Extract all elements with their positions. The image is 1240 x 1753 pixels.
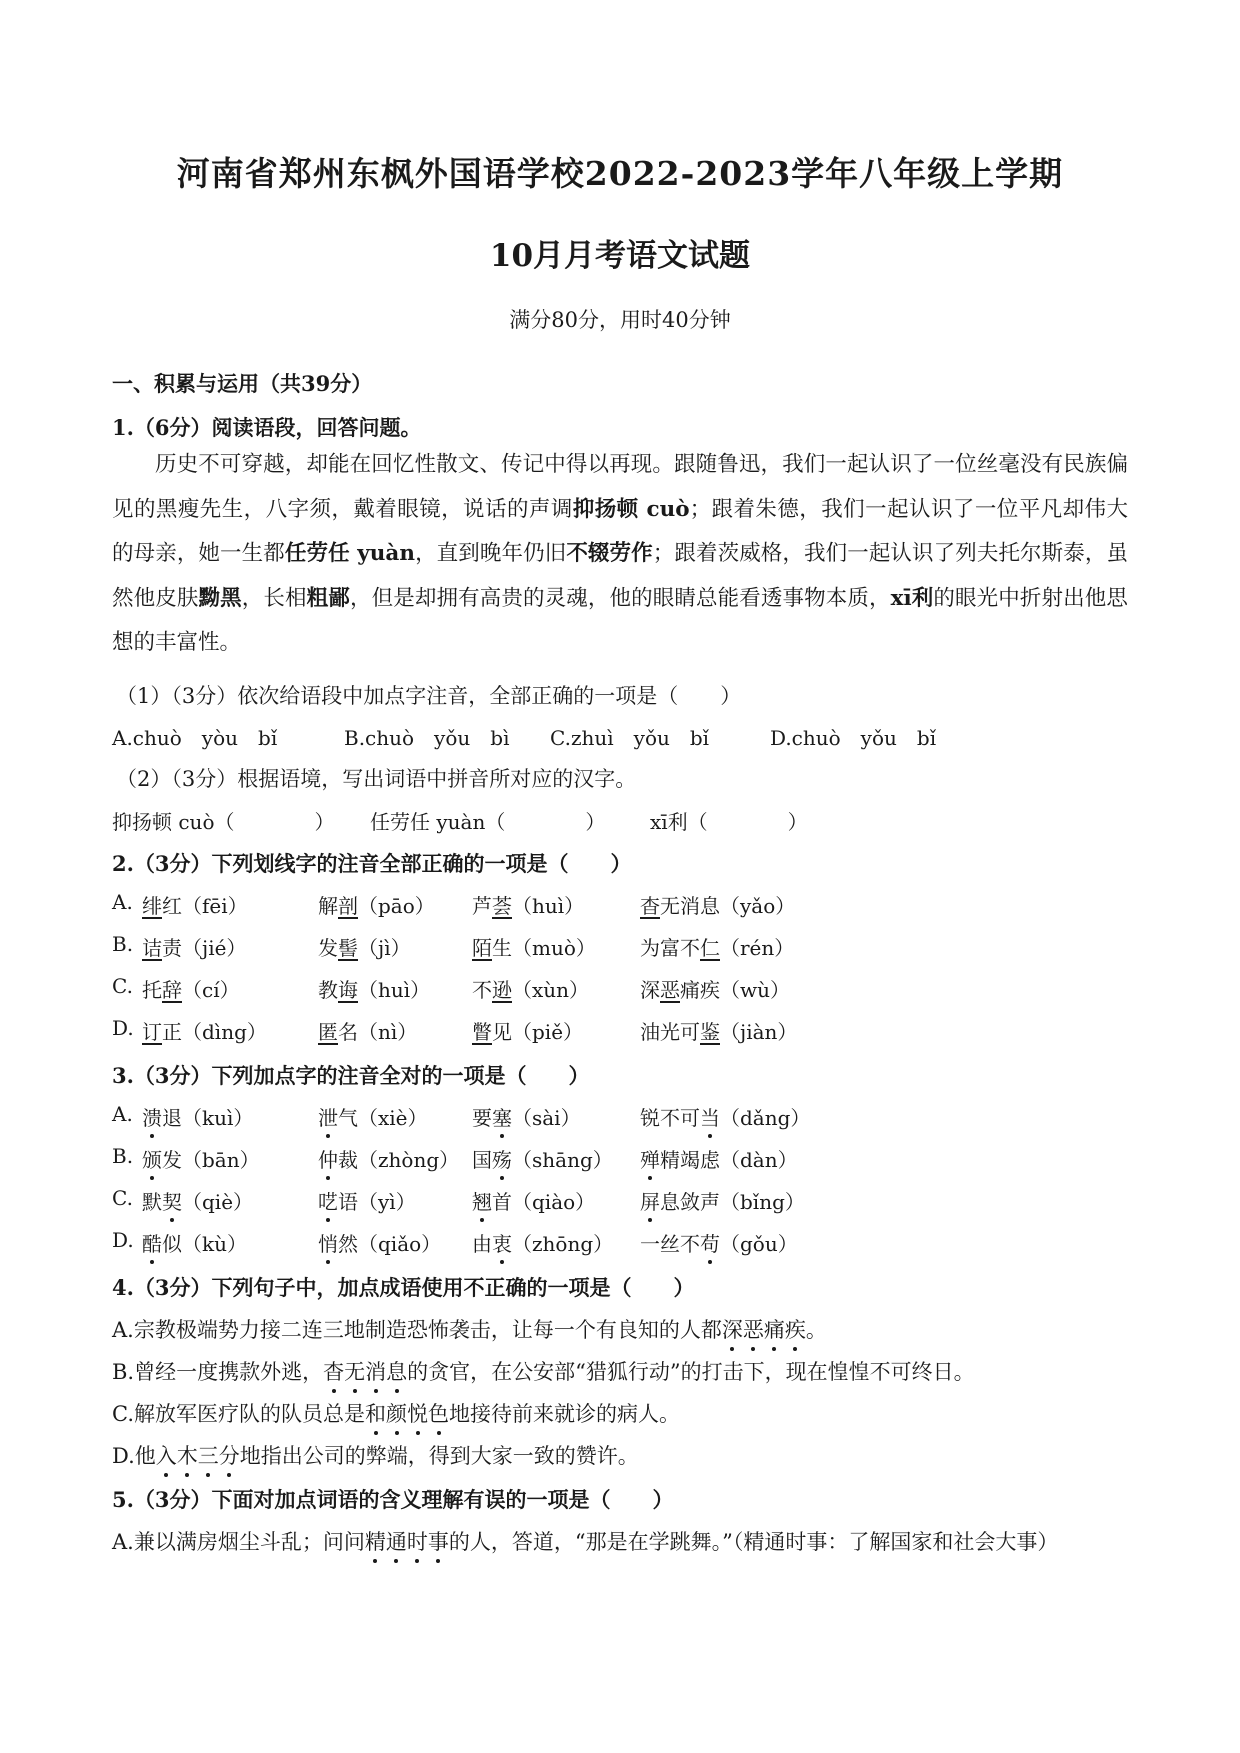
dotted-char: 三 [198,1440,219,1470]
option-item [472,890,584,919]
item-reading: 气（xiè） [338,1106,428,1130]
option-item [142,1144,260,1173]
item-reading: （huì） [512,894,585,918]
option-text: 地接待前来就诊的病人。 [449,1402,680,1426]
blank-xi: xī利（ ） [650,810,808,834]
option-item [318,1102,428,1131]
item-reading: 无消息（yǎo） [660,894,796,918]
dotted-char: 颜 [386,1398,407,1428]
option-item [472,1016,583,1045]
passage-bold-term: 抑扬顿 cuò [572,496,690,522]
dotted-char: 无 [344,1356,365,1386]
underlined-char: 订 [142,1020,162,1044]
dotted-char: 仲 [318,1144,338,1173]
q4-option [112,1314,827,1344]
item-text: 芦 [472,894,492,918]
passage-bold-term: 黝黑 [198,585,242,611]
item-text: 默 [142,1190,162,1214]
option-item [640,1228,798,1257]
option-text: 。 [805,1318,827,1342]
item-reading: 语（yì） [338,1190,416,1214]
option-item [318,932,411,961]
item-reading: （pāo） [358,894,435,918]
dotted-char: 消 [365,1356,386,1386]
dotted-char: 呓 [318,1186,338,1215]
item-text: 解 [318,894,338,918]
q5-heading: 5.（3分）下面对加点词语的含义理解有误的一项是（ ） [112,1487,674,1512]
item-reading: （jiàn） [720,1020,798,1044]
option-item [472,1102,581,1131]
option-label: B. [112,932,134,956]
q4-heading: 4.（3分）下列句子中，加点成语使用不正确的一项是（ ） [112,1275,695,1300]
item-reading: （jì） [358,936,411,960]
section-heading: 一、积累与运用（共39分） [112,371,373,396]
option-item [640,1016,797,1045]
dotted-char: 当 [700,1102,720,1131]
item-text: 一丝不 [640,1232,700,1256]
option-d: D.chuò yǒu bǐ [770,726,937,750]
option-item [472,1186,595,1215]
dotted-char: 悄 [318,1228,338,1257]
option-item [318,890,435,919]
option-item [640,1144,798,1173]
option-text: A.兼以满房烟尘斗乱；问问 [112,1530,365,1554]
passage-bold-term: xī利 [890,585,934,611]
passage-text: ，长相 [241,585,307,611]
q1-sub2: （2）（3分）根据语境，写出词语中拼音所对应的汉字。 [116,767,637,791]
item-text: 由 [472,1232,492,1256]
dotted-char: 事 [428,1526,449,1556]
dotted-char: 息 [386,1356,407,1386]
item-reading: 首（qiào） [492,1190,596,1214]
option-label: A. [112,890,133,914]
option-item [142,1016,267,1045]
item-reading: 似（kù） [162,1232,247,1256]
dotted-char: 泄 [318,1102,338,1131]
option-item [318,1186,416,1215]
underlined-char: 恶 [660,978,680,1002]
dotted-char: 入 [156,1440,177,1470]
item-reading: 名（nì） [338,1020,418,1044]
option-item [640,1186,805,1215]
item-text: 为富不 [640,936,700,960]
option-label: D. [112,1016,134,1040]
item-reading: （gǒu） [720,1232,798,1256]
item-reading: （rén） [720,936,795,960]
q3-heading: 3.（3分）下列加点字的注音全对的一项是（ ） [112,1063,590,1088]
option-a: A.chuò yòu bǐ [112,726,278,750]
dotted-char: 契 [162,1186,182,1215]
item-reading: （huì） [358,978,431,1002]
item-text: 国 [472,1148,492,1172]
dotted-char: 塞 [492,1102,512,1131]
q4-option [112,1398,680,1428]
item-reading: （cí） [182,978,240,1002]
item-reading: 发（bān） [162,1148,260,1172]
blank-yuan: 任劳任 yuàn（ ） [370,810,606,834]
option-c: C.zhuì yǒu bǐ [550,726,710,750]
dotted-char: 殇 [492,1144,512,1173]
passage-bold-term: 不辍劳作 [566,541,653,566]
option-item [640,890,795,919]
dotted-char: 木 [177,1440,198,1470]
dotted-char: 色 [428,1398,449,1428]
option-text: 的人，答道，“那是在学跳舞。”（精通时事：了解国家和社会大事） [448,1530,1059,1554]
passage-text: 的眼光中折射出他思想的丰富性。 [112,585,1128,655]
underlined-char: 逊 [492,978,512,1002]
option-item [318,1144,459,1173]
passage-text: ，但是却拥有高贵的灵魂，他的眼睛总能看透事物本质， [349,585,891,611]
underlined-char: 辞 [162,978,182,1002]
option-item [142,974,240,1003]
underlined-char: 髻 [338,936,358,960]
option-text: A.宗教极端势力接二连三地制造恐怖袭击，让每一个有良知的人都 [112,1318,722,1342]
underlined-char: 诘 [142,936,162,960]
dotted-char: 酷 [142,1228,162,1257]
item-reading: （xùn） [512,978,590,1002]
option-item [472,974,589,1003]
dotted-char: 和 [365,1398,386,1428]
dotted-char: 疾 [785,1314,806,1344]
exam-score-time: 满分80分，用时40分钟 [509,308,731,332]
option-item [142,1228,247,1257]
item-text: 发 [318,936,338,960]
option-item [640,974,790,1003]
passage-text: 历史不可穿越，却能在回忆性散文、传记中得以再现。跟随鲁迅，我们一起认识了一位丝毫没有民族偏见的黑瘦先生，八字须，戴着眼镜，说话的声调 [112,452,1128,522]
dotted-char: 精 [365,1526,386,1556]
item-reading: 退（kuì） [162,1106,254,1130]
dotted-term [323,1360,407,1384]
item-reading: （dǎng） [720,1106,811,1130]
underlined-char: 绯 [142,894,162,918]
passage-text: ；跟着朱德，我们一起认识了一位平凡却伟大的母亲，她一生都 [112,496,1128,566]
item-reading: 息敛声（bǐng） [660,1190,805,1214]
dotted-term [365,1402,449,1426]
option-item [142,890,248,919]
dotted-char: 屏 [640,1186,660,1215]
item-reading: 然（qiǎo） [338,1232,442,1256]
dotted-char: 时 [407,1526,428,1556]
passage-bold-term: 粗鄙 [306,585,350,611]
dotted-char: 颁 [142,1144,162,1173]
option-label: B. [112,1144,134,1168]
dotted-char: 通 [386,1526,407,1556]
q1-passage [112,443,1128,666]
passage-text: ；跟着茨威格，我们一起认识了列夫托尔斯泰，虽然他皮肤 [112,541,1128,611]
dotted-term [722,1318,806,1342]
underlined-char: 诲 [338,978,358,1002]
item-text: 托 [142,978,162,1002]
item-text: 锐不可 [640,1106,700,1130]
option-text: C.解放军医疗队的队员总是 [112,1402,365,1426]
q2-heading: 2.（3分）下列划线字的注音全部正确的一项是（ ） [112,851,632,876]
item-reading: （sài） [512,1106,581,1130]
dotted-char: 恶 [743,1314,764,1344]
item-text: 要 [472,1106,492,1130]
option-item [640,932,794,961]
q4-option [112,1440,639,1470]
dotted-char: 溃 [142,1102,162,1131]
q4-option [112,1356,975,1386]
item-text: 不 [472,978,492,1002]
item-reading: 精竭虑（dàn） [660,1148,798,1172]
item-reading: 见（piě） [492,1020,584,1044]
item-reading: （zhōng） [512,1232,614,1256]
exam-title-line2: 10月月考语文试题 [489,238,751,274]
underlined-char: 剖 [338,894,358,918]
underlined-char: 陌 [472,936,492,960]
blank-cuo: 抑扬顿 cuò（ ） [112,810,335,834]
option-b: B.chuò yǒu bì [344,726,510,750]
passage-text: ，直到晚年仍旧 [414,541,567,566]
dotted-char: 衷 [492,1228,512,1257]
q1-sub1: （1）（3分）依次给语段中加点字注音，全部正确的一项是（ ） [116,684,742,708]
dotted-char: 悦 [407,1398,428,1428]
underlined-char: 杳 [640,894,660,918]
option-label: C. [112,1186,133,1210]
option-label: A. [112,1102,133,1126]
option-item [472,1144,613,1173]
q1-heading: 1.（6分）阅读语段，回答问题。 [112,415,422,440]
item-text: 油光可 [640,1020,700,1044]
dotted-char: 苟 [700,1228,720,1257]
option-text: 的贪官，在公安部“猎狐行动”的打击下，现在惶惶不可终日。 [407,1360,975,1384]
item-reading: （shāng） [512,1148,613,1172]
dotted-char: 殚 [640,1144,660,1173]
dotted-term [365,1530,449,1554]
item-text: 深 [640,978,660,1002]
item-reading: 红（fēi） [162,894,248,918]
option-item [640,1102,810,1131]
underlined-char: 荟 [492,894,512,918]
option-text: B.曾经一度携款外逃， [112,1360,324,1384]
item-reading: 生（muò） [492,936,596,960]
option-item [472,1228,613,1257]
dotted-char: 痛 [764,1314,785,1344]
item-reading: 裁（zhòng） [338,1148,460,1172]
dotted-char: 翘 [472,1186,492,1215]
option-text: 地指出公司的弊端，得到大家一致的赞许。 [239,1444,639,1468]
item-reading: （qiè） [182,1190,254,1214]
item-reading: 正（dìng） [162,1020,267,1044]
option-item [472,932,596,961]
option-label: C. [112,974,133,998]
q5-option-a [112,1526,1058,1556]
item-reading: 痛疾（wù） [680,978,790,1002]
underlined-char: 匿 [318,1020,338,1044]
dotted-term [156,1444,240,1468]
option-item [318,1016,417,1045]
dotted-char: 杳 [323,1356,344,1386]
underlined-char: 鉴 [700,1020,720,1044]
item-text: 教 [318,978,338,1002]
dotted-char: 分 [219,1440,240,1470]
option-item [142,932,246,961]
underlined-char: 仁 [700,936,720,960]
option-label: D. [112,1228,134,1252]
item-reading: 责（jié） [162,936,247,960]
option-item [142,1186,253,1215]
option-item [142,1102,253,1131]
underlined-char: 瞥 [472,1020,492,1044]
passage-bold-term: 任劳任 yuàn [284,541,415,566]
option-item [318,1228,441,1257]
option-item [318,974,430,1003]
option-text: D.他 [112,1444,156,1468]
dotted-char: 深 [722,1314,743,1344]
exam-title-line1: 河南省郑州东枫外国语学校2022-2023学年八年级上学期 [176,154,1064,193]
